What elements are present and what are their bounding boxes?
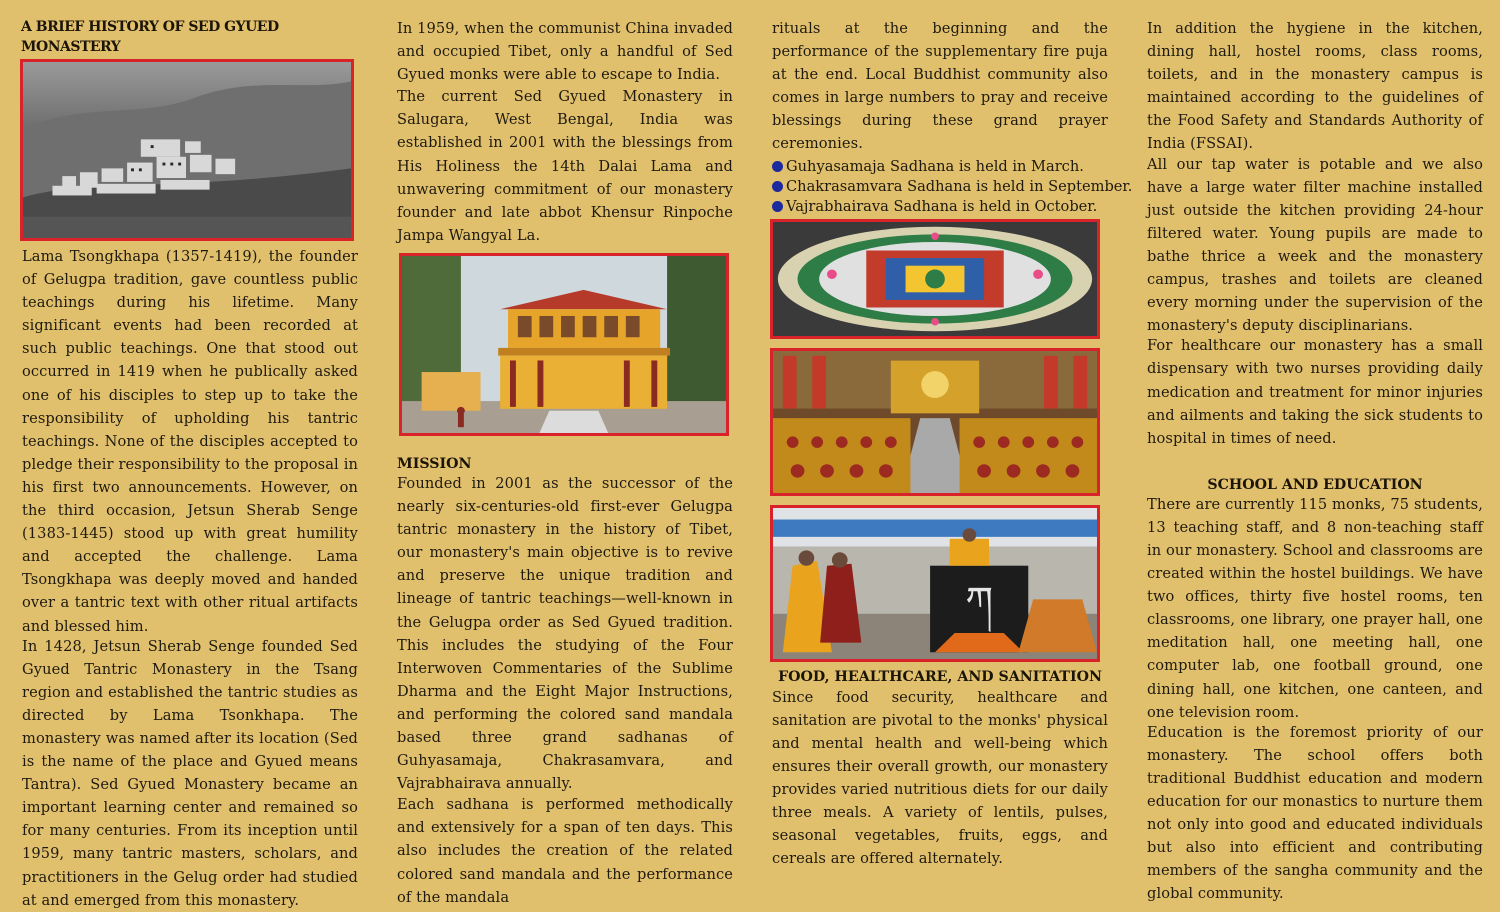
sadhana-schedule-list: [772, 157, 1133, 217]
sadhana-item: Vajrabhairava Sadhana is held in October.: [772, 197, 1108, 217]
water-paragraph: All our tap water is potable and we also have a large water filter machine installed just outside the kitchen providing 24-hour filtered water. Young pupils are made to bathe thrice a week and the monastery campus, trashes and toilets are cleaned every morning under the supervision of the monastery's deputy disciplinarians.: [1147, 155, 1483, 335]
mission-paragraph-1: Founded in 2001 as the successor of the nearly six-centuries-old first-ever Gelugpa tantric monastery in the history of Tibet, our monastery's main objective is to revive and preserve the unique tradition and lineage of tantric teachings—well-known in the Gelugpa order as Sed Gyued tradition. This includes the studying of the Four Interwoven Commentaries of the Sublime Dharma and the Eight Major Instructions, and performing the colored sand mandala based three grand sadhanas of Guhyasamaja, Chakrasamvara, and Vajrabhairava annually.: [397, 474, 733, 793]
education-priority-paragraph: Education is the foremost priority of our monastery. The school offers both traditional Buddhist education and modern education for our monastics to nurture them not only into good and educated individuals but also into efficient and contributing members of the sangha community and the global community.: [1147, 723, 1483, 903]
column-history: [22, 14, 358, 912]
sadhana-continued-paragraph: rituals at the beginning and the performance of the supplementary fire puja at the end. Local Buddhist community also comes in large numbers to pray and receive blessings during these grand prayer ceremonies.: [772, 20, 1108, 153]
column-sadhana: [772, 14, 1133, 870]
photo-fire-puja: [770, 505, 1100, 662]
mission-title: MISSION: [397, 455, 472, 472]
bullet-dot-icon: [772, 161, 783, 172]
photo-prayer-hall: [770, 348, 1100, 496]
sadhana-item: Chakrasamvara Sadhana is held in September.: [772, 177, 1108, 197]
school-education-title: SCHOOL AND EDUCATION: [1207, 476, 1423, 493]
history-paragraph-1: Lama Tsongkhapa (1357-1419), the founder of Gelugpa tradition, gave countless public teachings during his lifetime. Many significant events had been recorded at such public teachings. One that stood out occurred in 1419 when he publically asked one of his disciples to step up to take the responsibility of upholding his tantric teachings. None of the disciples accepted to pledge their responsibility to the proposal in his first two announcements. However, on the third occasion, Jetsun Sherab Senge (1383-1445) stood up with great humility and accepted the challenge. Lama Tsongkhapa was deeply moved and handed over a tantric text with other ritual artifacts and blessed him.: [22, 248, 358, 635]
history-title: A BRIEF HISTORY OF SED GYUED MONASTERY: [21, 19, 279, 55]
food-paragraph: Since food security, healthcare and sanitation are pivotal to the monks' physical and mental health and well-being which ensures their overall growth, our monastery provides varied nutritious diets for our daily three meals. A variety of lentils, pulses, seasonal vegetables, fruits, eggs, and cereals are offered alternately.: [772, 688, 1108, 868]
mission-paragraph-2: Each sadhana is performed methodically and extensively for a span of ten days. This also includes the creation of the related colored sand mandala and the performance of the mandala: [397, 796, 733, 906]
photo-new-monastery: [399, 253, 729, 436]
bullet-dot-icon: [772, 181, 783, 192]
history-paragraph-2: In 1428, Jetsun Sherab Senge founded Sed Gyued Tantric Monastery in the Tsang region and established the tantric studies as directed by Lama Tsonkhapa. The monastery was named after its location (Sed is the name of the place and Gyued means Tantra). Sed Gyued Monastery became an important learning center and remained so for many centuries. From its inception until 1959, many tantric masters, scholars, and practitioners in the Gelug order had studied at and emerged from this monastery.: [22, 637, 358, 909]
svg-text:ཀ: ཀ: [965, 578, 994, 624]
column-mission: [397, 14, 733, 909]
hygiene-paragraph: In addition the hygiene in the kitchen, dining hall, hostel rooms, class rooms, toilets, and in the monastery campus is maintained according to the guidelines of the Food Safety and Standards Authority of India (FSSAI).: [1147, 20, 1483, 153]
photo-old-monastery: [20, 59, 354, 241]
sadhana-item: Guhyasamaja Sadhana is held in March.: [772, 157, 1108, 177]
exile-paragraph: In 1959, when the communist China invaded and occupied Tibet, only a handful of Sed Gyued monks were able to escape to India.: [397, 20, 733, 84]
food-healthcare-title: FOOD, HEALTHCARE, AND SANITATION: [778, 668, 1102, 685]
column-education: [1147, 14, 1483, 905]
bullet-dot-icon: [772, 201, 783, 212]
founding-paragraph: The current Sed Gyued Monastery in Salugara, West Bengal, India was established in 2001 with the blessings from His Holiness the 14th Dalai Lama and unwavering commitment of our monastery founder and late abbot Khensur Rinpoche Jampa Wangyal La.: [397, 88, 733, 244]
staff-facilities-paragraph: There are currently 115 monks, 75 students, 13 teaching staff, and 8 non-teaching staff in our monastery. School and classrooms are created within the hostel buildings. We have two offices, thirty five hostel rooms, ten classrooms, one library, one prayer hall, one meditation hall, one meeting hall, one computer lab, one football ground, one dining hall, one kitchen, one canteen, and one television room.: [1147, 495, 1483, 721]
healthcare-paragraph: For healthcare our monastery has a small dispensary with two nurses providing daily medication and treatment for minor injuries and ailments and taking the sick students to hospital in times of need.: [1147, 337, 1483, 447]
photo-sand-mandala: [770, 219, 1100, 339]
